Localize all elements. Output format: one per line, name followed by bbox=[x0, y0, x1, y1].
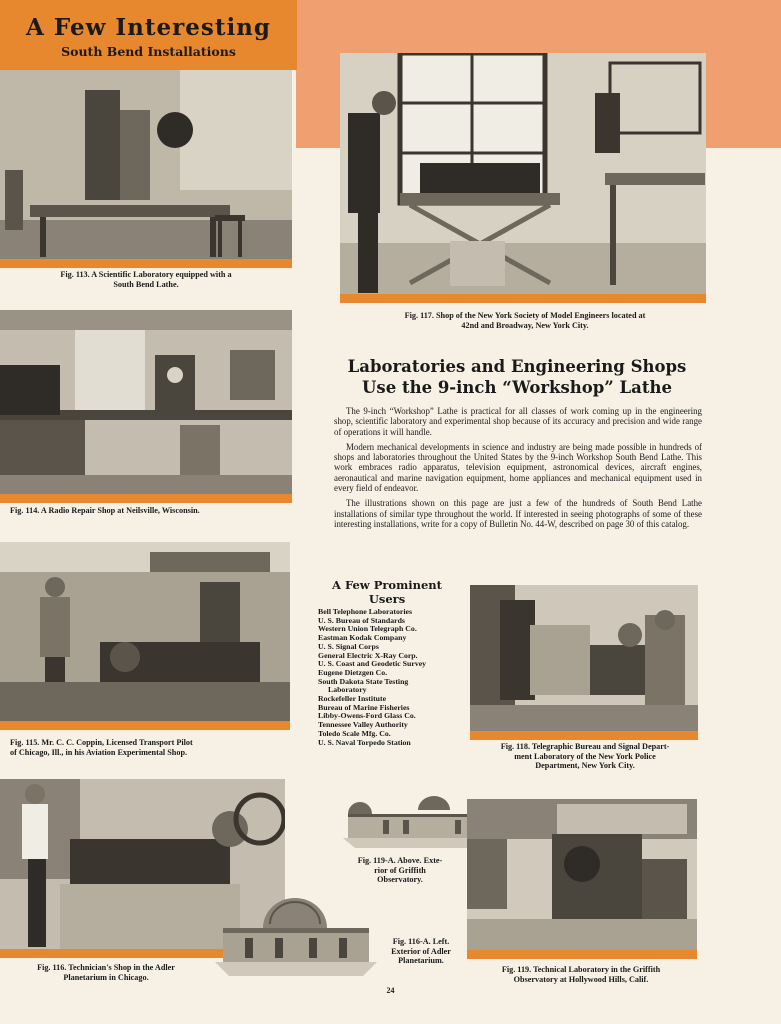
fig-115-photo bbox=[0, 542, 290, 730]
article-paragraph: The illustrations shown on this page are just a few of the hundreds of South Bend Lathe installations of similar type throughout the world. If interested in seeing photographs of some of these interesting installations, write for a copy of Bulletin No. 44-W, described on page 30 of this catalog. bbox=[334, 498, 702, 529]
fig-114-photo bbox=[0, 310, 292, 503]
article-paragraph: Modern mechanical developments in science and industry are being made possible in hundreds of shops and laboratories throughout the United States by the 9-inch Workshop South Bend Lathe. This work embraces radio apparatus, television equipment, astronomical devices, aircraft engines, aeronautical and marine navigation equipment, home appliances and mechanical equipment used in every field of endeavor. bbox=[334, 441, 702, 494]
fig-114-caption: Fig. 114. A Radio Repair Shop at Neilsville, Wisconsin. bbox=[10, 506, 200, 515]
user-item: U. S. Naval Torpedo Station bbox=[318, 737, 411, 747]
fig-116a-caption: Fig. 116-A. Left. Exterior of Adler Planetarium. bbox=[391, 937, 451, 965]
article-heading: Laboratories and Engineering Shops Use the 9-inch “Workshop” Lathe bbox=[347, 357, 687, 397]
page-title: A Few Interesting bbox=[26, 14, 271, 41]
user-item: South Dakota State Testing bbox=[318, 676, 409, 686]
fig-115-caption: Fig. 115. Mr. C. C. Coppin, Licensed Transport Pilot of Chicago, Ill., in his Aviation Experimental Shop. bbox=[10, 738, 193, 757]
user-item: Toledo Scale Mfg. Co. bbox=[318, 728, 391, 738]
user-item: U. S. Bureau of Standards bbox=[318, 615, 405, 625]
fig-117-photo bbox=[340, 53, 706, 303]
user-item: Bureau of Marine Fisheries bbox=[318, 702, 410, 712]
user-item: General Electric X-Ray Corp. bbox=[318, 650, 418, 660]
fig-113-photo bbox=[0, 70, 292, 268]
fig-119-photo bbox=[467, 799, 697, 959]
user-item: Laboratory bbox=[328, 685, 367, 695]
users-heading: A Few Prominent Users bbox=[332, 578, 442, 606]
title-box bbox=[0, 0, 297, 70]
users-list bbox=[318, 608, 468, 747]
user-item: Eastman Kodak Company bbox=[318, 633, 407, 643]
article-body bbox=[334, 406, 702, 534]
user-item: Western Union Telegraph Co. bbox=[318, 624, 417, 634]
article-paragraph: The 9-inch “Workshop” Lathe is practical for all classes of work coming up in the engineering shop, scientific laboratory and experimental shop because of its accuracy and precision and wide range of operations it will handle. bbox=[334, 406, 702, 437]
fig-116-caption: Fig. 116. Technician's Shop in the Adler Planetarium in Chicago. bbox=[37, 963, 175, 982]
user-item: Tennessee Valley Authority bbox=[318, 720, 408, 730]
user-item: Bell Telephone Laboratories bbox=[318, 607, 413, 616]
fig-119-caption: Fig. 119. Technical Laboratory in the Griffith Observatory at Hollywood Hills, Calif. bbox=[501, 965, 661, 984]
fig-118-photo bbox=[470, 585, 698, 740]
user-item: Libby-Owens-Ford Glass Co. bbox=[318, 711, 416, 721]
user-item: U. S. Signal Corps bbox=[318, 641, 379, 651]
user-item: U. S. Coast and Geodetic Survey bbox=[318, 659, 427, 669]
fig-116a-planetarium-image bbox=[215, 880, 377, 976]
fig-119a-caption: Fig. 119-A. Above. Exte- rior of Griffith Observatory. bbox=[357, 856, 443, 884]
page-subtitle: South Bend Installations bbox=[61, 44, 236, 59]
user-item: Eugene Dietzgen Co. bbox=[318, 667, 388, 677]
fig-117-caption: Fig. 117. Shop of the New York Society of Model Engineers located at 42nd and Broadway, New York City. bbox=[404, 311, 646, 330]
user-item: Rockefeller Institute bbox=[318, 694, 387, 704]
page-number: 24 bbox=[386, 986, 395, 995]
fig-113-caption: Fig. 113. A Scientific Laboratory equipped with a South Bend Lathe. bbox=[60, 270, 232, 289]
fig-118-caption: Fig. 118. Telegraphic Bureau and Signal Depart- ment Laboratory of the New York Police Department, New York City. bbox=[500, 742, 670, 770]
